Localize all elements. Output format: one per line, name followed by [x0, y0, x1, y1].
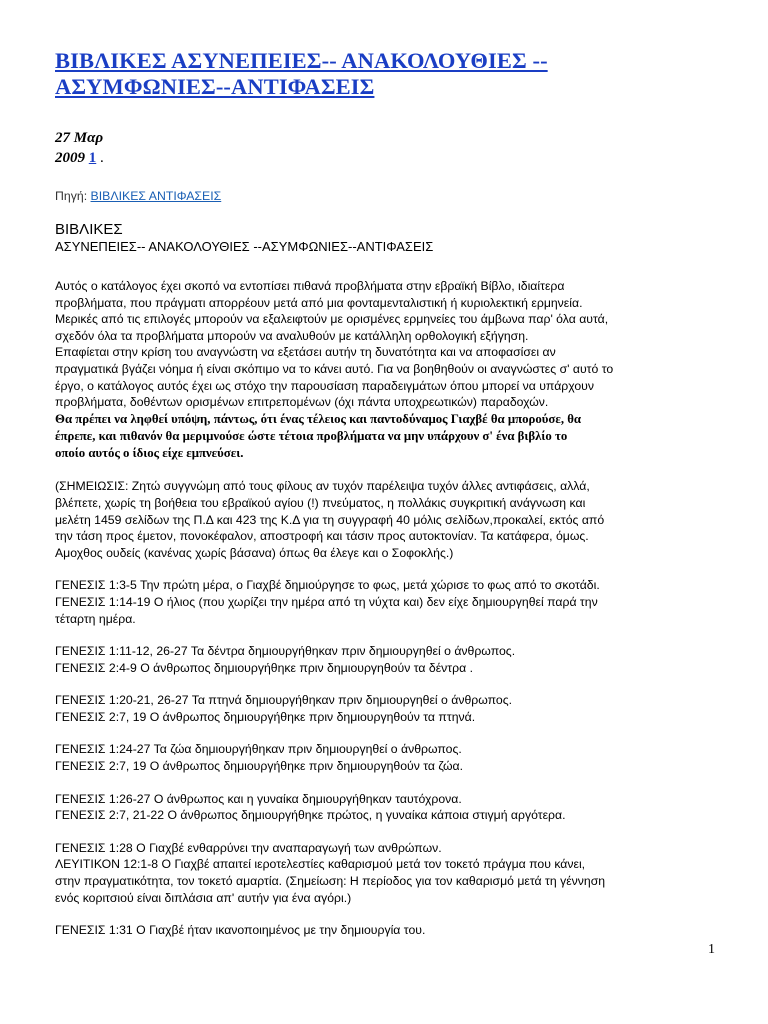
document-body	[55, 278, 715, 939]
verse-line: ΓΕΝΕΣΙΣ 1:26-27 Ο άνθρωπος και η γυναίκα δημιουργήθηκαν ταυτόχρονα.	[55, 791, 462, 806]
bold-line: οποίο αυτός ο ίδιος είχε εμπνεύσει.	[55, 446, 244, 461]
note-line: μελέτη 1459 σελίδων της Π.Δ και 423 της Κ.Δ για τη συγγραφή 40 μόλις σελίδων,προκαλεί, εκτός από	[55, 512, 605, 527]
bold-line: Θα πρέπει να ληφθεί υπόψη, πάντως, ότι ένας τέλειος και παντοδύναμος Γιαχβέ θα μπορούσε, θα	[55, 411, 582, 426]
verse-line: ΓΕΝΕΣΙΣ 1:3-5 Την πρώτη μέρα, ο Γιαχβέ δημιούργησε το φως, μετά χώρισε το φως από το σκοτάδι.	[55, 578, 600, 593]
bold-line: έπρεπε, και πιθανόν θα μεριμνούσε ώστε τέτοια προβλήματα να μην υπάρχουν σ' ένα βιβλίο το	[55, 428, 568, 443]
verse-line: ενός κοριτσιού είναι διπλάσια απ' αυτήν για ένα αγόρι.)	[55, 890, 352, 905]
note-line: βλέπετε, χωρίς τη βοήθεια του εβραϊκού αγίου (!) πνεύματος, η πολλάκις συγκριτική ανάγνωση και	[55, 495, 586, 510]
verse-group	[55, 643, 715, 676]
page-number: 1	[708, 942, 715, 957]
date-year: 2009	[55, 150, 85, 166]
source-label: Πηγή:	[55, 189, 91, 203]
intro-line: σχεδόν όλα τα προβλήματα μπορούν να αναλυθούν με κατάλληλη ορθολογική εξήγηση.	[55, 328, 529, 343]
note-paragraph	[55, 478, 715, 561]
verse-line: ΓΕΝΕΣΙΣ 1:24-27 Τα ζώα δημιουργήθηκαν πριν δημιουργηθεί ο άνθρωπος.	[55, 742, 462, 757]
verse-line: ΓΕΝΕΣΙΣ 1:11-12, 26-27 Τα δέντρα δημιουργήθηκαν πριν δημιουργηθεί ο άνθρωπος.	[55, 644, 516, 659]
document-page	[55, 48, 715, 939]
verse-group	[55, 922, 715, 939]
verse-line: ΛΕΥΙΤΙΚΟΝ 12:1-8 Ο Γιαχβέ απαιτεί ιεροτελεστίες καθαρισμού μετά τον τοκετό πράγμα που κάνει,	[55, 857, 586, 872]
verse-line: ΓΕΝΕΣΙΣ 1:20-21, 26-27 Τα πτηνά δημιουργήθηκαν πριν δημιουργηθεί ο άνθρωπος.	[55, 693, 513, 708]
date-suffix: .	[96, 150, 104, 166]
verse-line: ΓΕΝΕΣΙΣ 2:7, 21-22 Ο άνθρωπος δημιουργήθηκε πρώτος, η γυναίκα κάποια στιγμή αργότερα.	[55, 808, 566, 823]
heading-line-1: ΒΙΒΛΙΚΕΣ	[55, 221, 123, 238]
bold-warning	[55, 411, 715, 463]
title-line-2: ΑΣΥΜΦΩΝΙΕΣ--ΑΝΤΙΦΑΣΕΙΣ	[55, 74, 375, 99]
verse-group	[55, 840, 715, 906]
verse-group	[55, 741, 715, 774]
title-line-1: ΒΙΒΛΙΚΕΣ ΑΣΥΝΕΠΕΙΕΣ-- ΑΝΑΚΟΛΟΥΘΙΕΣ --	[55, 48, 548, 73]
verse-line: στην πραγματικότητα, τον τοκετό αμαρτία. (Σημείωση: Η περίοδος για τον καθαρισμό μετά τη γέννηση	[55, 874, 606, 889]
intro-line: Αυτός ο κατάλογος έχει σκοπό να εντοπίσει πιθανά προβλήματα στην εβραϊκή Βίβλο, ιδιαίτερα	[55, 279, 565, 293]
verse-line: ΓΕΝΕΣΙΣ 2:7, 19 Ο άνθρωπος δημιουργήθηκε πριν δημιουργηθούν τα ζώα.	[55, 759, 464, 774]
verse-list	[55, 577, 715, 939]
verse-line: ΓΕΝΕΣΙΣ 1:31 Ο Γιαχβέ ήταν ικανοποιημένος με την δημιουργία του.	[55, 923, 426, 938]
heading-line-2: ΑΣΥΝΕΠΕΙΕΣ-- ΑΝΑΚΟΛΟΥΘΙΕΣ --ΑΣΥΜΦΩΝΙΕΣ--ΑΝΤΙΦΑΣΕΙΣ	[55, 239, 434, 254]
section-heading	[55, 221, 715, 255]
intro-line: Μερικές από τις επιλογές μπορούν να εξαλειφτούν με ορισμένες ερμηνείες του άμβωνα παρ' όλα αυτά,	[55, 312, 609, 327]
comment-link[interactable]: 1	[88, 150, 97, 166]
source-link[interactable]: ΒΙΒΛΙΚΕΣ ΑΝΤΙΦΑΣΕΙΣ	[90, 189, 222, 203]
intro-line: προβλήματα, δοθέντων ορισμένων επιτρεπομένων (όχι πάντα υποχρεωτικών) παραδοχών.	[55, 395, 549, 410]
verse-group	[55, 577, 715, 627]
note-line: την τάση προς έμετον, πονοκέφαλον, αποστροφή και τάσιν προς αυτοκτονίαν. Τα κατάφερα, όμως.	[55, 529, 589, 544]
verse-line: ΓΕΝΕΣΙΣ 2:7, 19 Ο άνθρωπος δημιουργήθηκε πριν δημιουργηθούν τα πτηνά.	[55, 709, 476, 724]
title-link[interactable]	[55, 48, 715, 100]
note-line: Αμοχθος ουδείς (κανένας χωρίς βάσανα) όπως θα έλεγε και ο Σοφοκλής.)	[55, 545, 454, 560]
verse-group	[55, 692, 715, 725]
source-line	[55, 189, 715, 203]
date-day-month: 27 Μαρ	[55, 130, 104, 146]
intro-line: προβλήματα, που πράγματι απορρέουν μετά από μια φονταμενταλιστική ή κυριολεκτική ερμηνεία.	[55, 295, 583, 310]
verse-line: ΓΕΝΕΣΙΣ 2:4-9 Ο άνθρωπος δημιουργήθηκε πριν δημιουργηθούν τα δέντρα .	[55, 660, 473, 675]
intro-line: Επαφίεται στην κρίση του αναγνώστη να εξετάσει αυτήν τη δυνατότητα και να αποφασίσει αν	[55, 345, 556, 360]
verse-group	[55, 791, 715, 824]
verse-line: ΓΕΝΕΣΙΣ 1:28 Ο Γιαχβέ ενθαρρύνει την αναπαραγωγή των ανθρώπων.	[55, 840, 442, 855]
post-date	[55, 128, 715, 168]
intro-line: έργο, ο κατάλογος αυτός έχει ως στόχο την παρουσίαση παραδειγμάτων όπου μπορεί να υπάρχουν	[55, 378, 594, 393]
verse-line: ΓΕΝΕΣΙΣ 1:14-19 Ο ήλιος (που χωρίζει την ημέρα από τη νύχτα και) δεν είχε δημιουργηθεί παρά την	[55, 594, 598, 609]
intro-line: πραγματικά βγάζει νόημα ή είναι σκόπιμο να το κάνει αυτό. Για να βοηθηθούν οι αναγνώστες σ' αυτό το	[55, 361, 614, 376]
note-line: (ΣΗΜΕΙΩΣΙΣ: Ζητώ συγγνώμη από τους φίλους αν τυχόν παρέλειψα τυχόν άλλες αντιφάσεις, αλλά,	[55, 479, 590, 494]
intro-paragraph	[55, 278, 715, 411]
verse-line: τέταρτη ημέρα.	[55, 611, 136, 626]
